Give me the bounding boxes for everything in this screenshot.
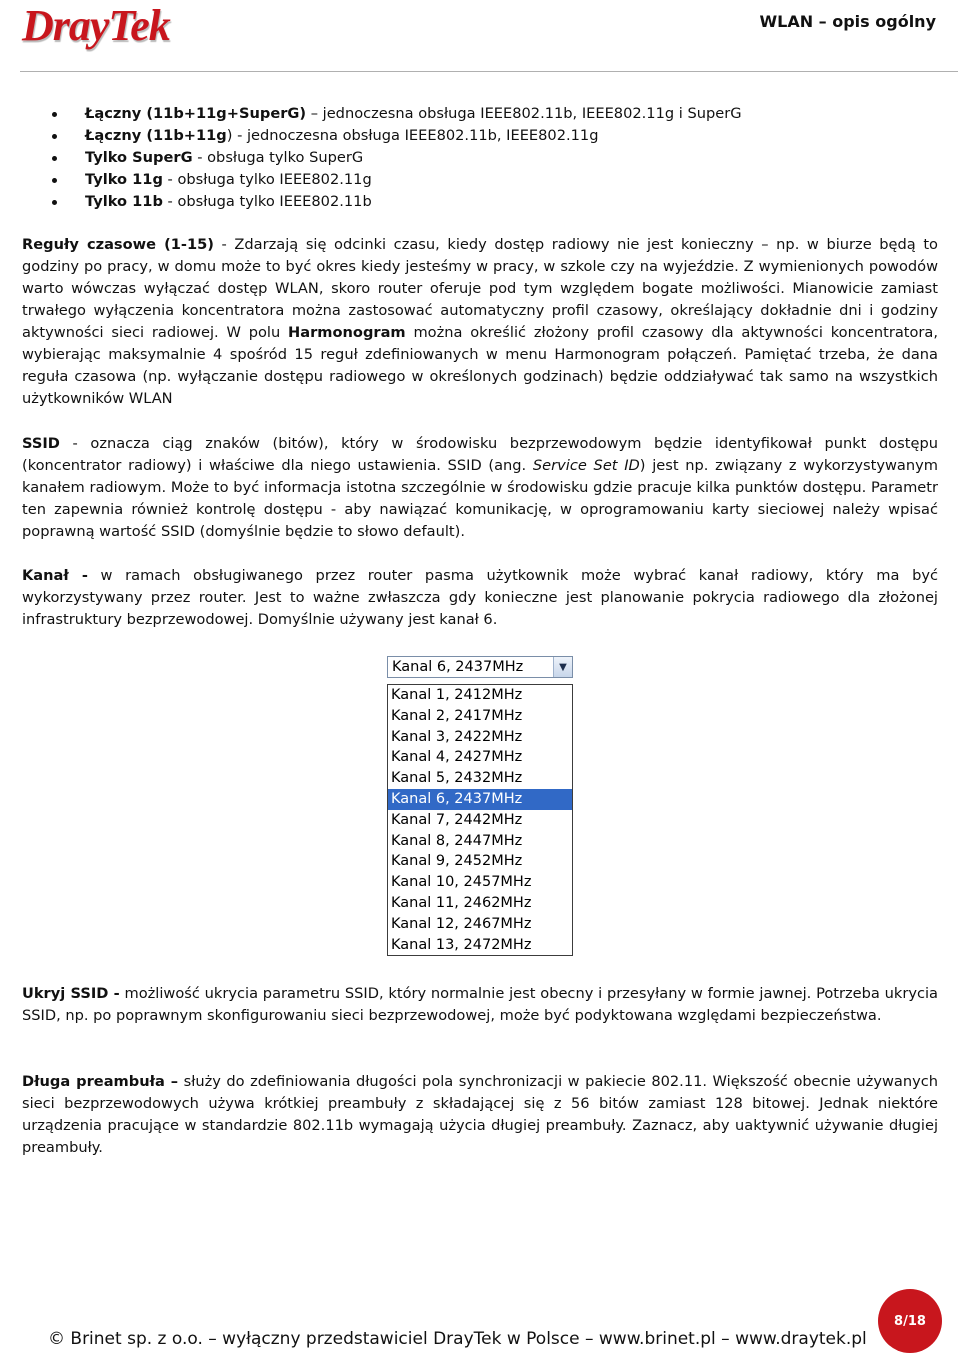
long-preamble-text: służy do zdefiniowania długości pola synchronizacji w pakiecie 802.11. Większość obecnie używanych sieci bezprzewodowych używa krótkiej preambuły z składającej się z 56 bitów zamiast 128 bitowej. Jednak niektóre urządzenia pracujące w standardzie 802.11b wymagają użycia długiej preambuły. Zaznacz, aby uaktywnić używanie długiej preambuły. <box>22 1073 938 1156</box>
hide-ssid-term: Ukryj SSID - <box>22 985 120 1002</box>
time-rules-text: - Zdarzają się odcinki czasu, kiedy dostęp radiowy nie jest konieczny – np. w biurze będą to godziny po pracy, w domu może to być okres kiedy jesteśmy w pracy, w szkole czy na wyjeździe. Z wymienionych powodów warto wówczas wyłączać dostęp WLAN, skoro router oferuje pod tym względem bogate możliwości. Mianowicie zamiast trwałego wyłączenia koncentratora można zastosować automatyczny profil czasowy, określający dokładnie dni i godziny aktywności sieci radiowej. W polu <box>22 236 938 341</box>
channel-option[interactable]: Kanal 10, 2457MHz <box>391 874 532 891</box>
channel-option[interactable]: Kanal 3, 2422MHz <box>391 728 523 745</box>
ssid-term: SSID <box>22 435 60 452</box>
channel-option[interactable]: Kanal 11, 2462MHz <box>391 894 532 911</box>
draytek-logo: DrayTek <box>22 1 170 50</box>
channel-option[interactable]: Kanal 1, 2412MHz <box>391 687 523 703</box>
channel-option[interactable]: Kanal 8, 2447MHz <box>391 832 523 849</box>
bullet-icon <box>52 134 57 139</box>
time-rules-paragraph <box>22 234 938 410</box>
harmonogram-term: Harmonogram <box>288 324 406 341</box>
bullet-icon <box>52 200 57 205</box>
header-divider <box>20 71 958 72</box>
list-item <box>52 191 742 213</box>
ssid-text-cont: ) jest np. związany z wykorzystywanym kanałem radiowym. Może to być informacja istotna szczególnie w środowisku gdzie pracuje kilka punktów dostępu. Parametr ten zapewnia również kontrolę dostępu - aby nawiązać komunikację, w oprogramowaniu karty sieciowej należy wpisać poprawną wartość SSID (domyślnie będzie to słowo default). <box>22 457 938 540</box>
time-rules-text-cont: można określić złożony profil czasowy dla aktywności koncentratora, wybierając maksymalnie 4 spośród 15 reguł zdefiniowanych w menu Harmonogram połączeń. Pamiętać trzeba, że dana reguła czasowa (np. wyłączanie dostępu radiowego w określonych godzinach) będzie oddziaływać tak samo na wszystkich użytkowników WLAN <box>22 324 938 407</box>
page-title: WLAN – opis ogólny <box>759 12 936 31</box>
channel-select-widget <box>387 656 573 956</box>
channel-paragraph <box>22 565 938 631</box>
mode-label: Łączny (11b+11g <box>85 127 227 144</box>
chevron-down-icon[interactable]: ▼ <box>553 657 572 677</box>
channel-select[interactable] <box>387 656 573 678</box>
channel-option[interactable]: Kanal 5, 2432MHz <box>391 770 523 787</box>
mode-description: - obsługa tylko IEEE802.11b <box>162 193 372 210</box>
channel-option[interactable]: Kanal 7, 2442MHz <box>391 811 523 828</box>
hide-ssid-text: możliwość ukrycia parametru SSID, który normalnie jest obecny i przesyłany w formie jawnej. Potrzeba ukrycia SSID, np. po poprawnym skonfigurowaniu sieci bezprzewodowej, może być podyktowana względami bezpieczeństwa. <box>22 985 938 1024</box>
mode-label: Tylko SuperG <box>85 149 193 166</box>
ssid-italic-term: Service Set ID <box>532 457 640 474</box>
mode-description: - obsługa tylko SuperG <box>192 149 364 166</box>
list-item <box>52 103 742 125</box>
channel-option[interactable]: Kanal 2, 2417MHz <box>391 707 523 724</box>
ssid-text: - oznacza ciąg znaków (bitów), który w środowisku bezprzewodowym będzie identyfikował punkt dostępu (koncentrator radiowy) i właściwe dla niego ustawienia. SSID (ang. <box>22 435 938 474</box>
channel-option[interactable]: Kanal 13, 2472MHz <box>391 936 532 953</box>
list-item <box>52 147 742 169</box>
list-item <box>52 169 742 191</box>
bullet-icon <box>52 156 57 161</box>
hide-ssid-paragraph <box>22 983 938 1027</box>
wlan-mode-list <box>52 103 742 213</box>
mode-description: – jednoczesna obsługa IEEE802.11b, IEEE802.11g i SuperG <box>306 105 742 122</box>
mode-description: ) - jednoczesna obsługa IEEE802.11b, IEEE802.11g <box>226 127 599 144</box>
long-preamble-term: Długa preambuła – <box>22 1073 179 1090</box>
channel-text: w ramach obsługiwanego przez router pasma użytkownik może wybrać kanał radiowy, który ma być wykorzystywany przez router. Jest to ważne zwłaszcza gdy konieczne jest planowanie pokrycia radiowego dla złożonej infrastruktury bezprzewodowej. Domyślnie używany jest kanał 6. <box>22 567 938 628</box>
bullet-icon <box>52 178 57 183</box>
mode-label: Tylko 11b <box>85 193 163 210</box>
mode-label: Tylko 11g <box>85 171 163 188</box>
channel-select-value: Kanal 6, 2437MHz <box>392 659 524 675</box>
mode-label: Łączny (11b+11g+SuperG) <box>85 105 307 122</box>
channel-option[interactable]: Kanal 12, 2467MHz <box>391 915 532 932</box>
channel-option[interactable]: Kanal 9, 2452MHz <box>391 853 523 870</box>
long-preamble-paragraph <box>22 1071 938 1159</box>
page-number-badge: 8/18 <box>878 1289 942 1353</box>
list-item <box>52 125 742 147</box>
time-rules-term: Reguły czasowe (1-15) <box>22 236 214 253</box>
ssid-paragraph <box>22 433 938 543</box>
mode-description: - obsługa tylko IEEE802.11g <box>162 171 372 188</box>
channel-option-selected[interactable]: Kanal 6, 2437MHz <box>388 789 572 810</box>
bullet-icon <box>52 112 57 117</box>
channel-option[interactable]: Kanal 4, 2427MHz <box>391 749 523 766</box>
footer-copyright: © Brinet sp. z o.o. – wyłączny przedstawiciel DrayTek w Polsce – www.brinet.pl – www.draytek.pl <box>48 1329 867 1349</box>
channel-option-list <box>387 684 573 956</box>
channel-term: Kanał - <box>22 567 88 584</box>
